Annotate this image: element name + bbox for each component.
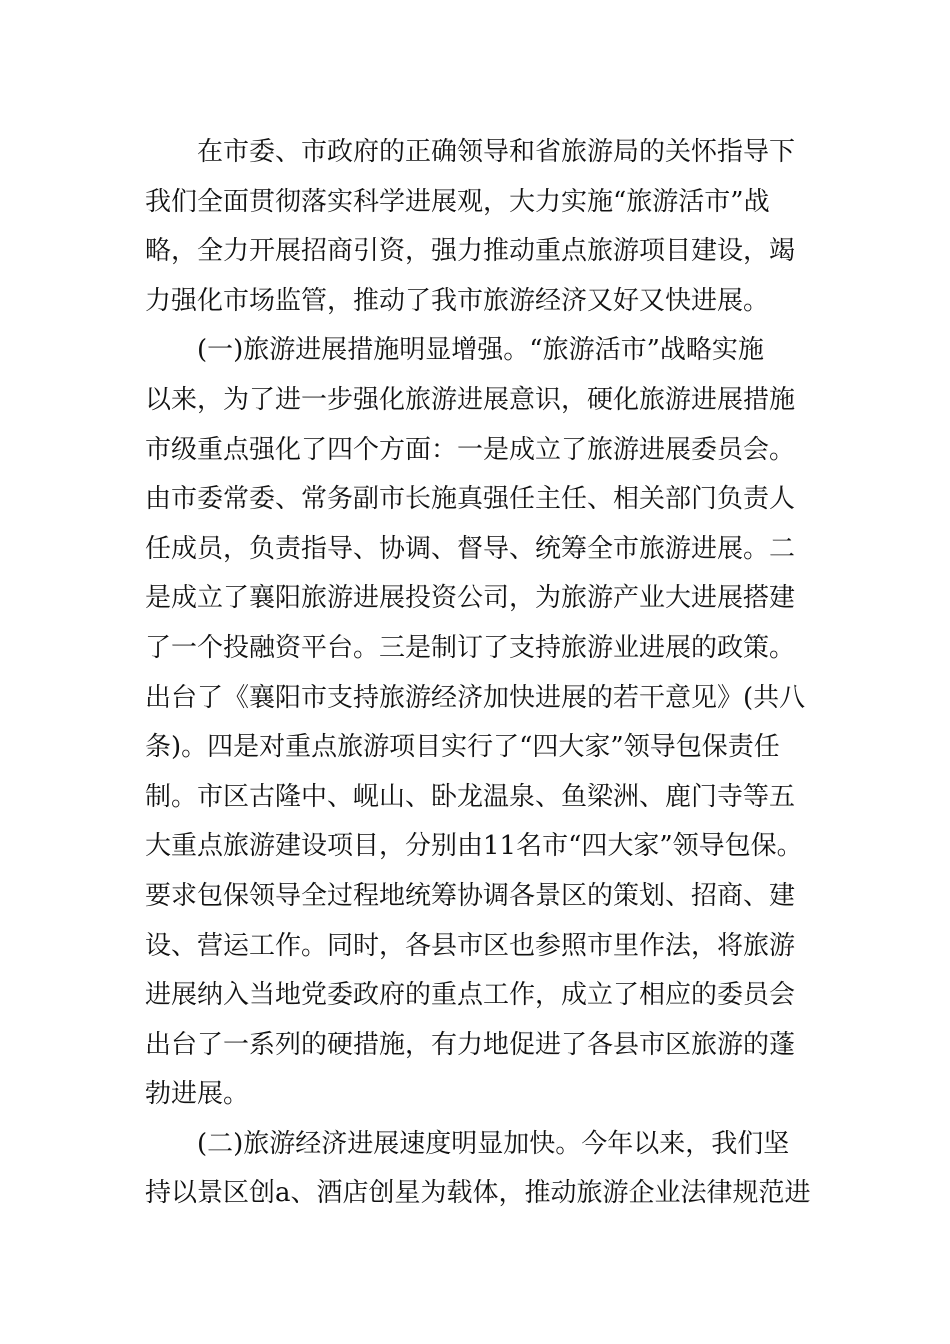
paragraph-2-line-11: 大重点旅游建设项目，分别由11名市“四大家”领导包保。: [145, 831, 803, 862]
paragraph-2-line-1: (一)旅游进展措施明显增强。“旅游活市”战略实施: [197, 335, 764, 366]
paragraph-2-line-3: 市级重点强化了四个方面：一是成立了旅游进展委员会。: [145, 434, 796, 465]
paragraph-1-line-1: 在市委、市政府的正确领导和省旅游局的关怀指导下: [197, 137, 796, 167]
paragraph-2-line-7: 了一个投融资平台。三是制订了支持旅游业进展的政策。: [145, 632, 796, 663]
paragraph-2-line-4: 由市委常委、常务副市长施真强任主任、相关部门负责人: [145, 484, 796, 515]
paragraph-1-line-3: 略，全力开展招商引资，强力推动重点旅游项目建设，竭: [145, 236, 796, 267]
paragraph-3-line-1: (二)旅游经济进展速度明显加快。今年以来，我们坚: [197, 1128, 790, 1159]
paragraph-2-line-10: 制。市区古隆中、岘山、卧龙温泉、鱼梁洲、鹿门寺等五: [145, 781, 796, 812]
paragraph-2-line-16: 勃进展。: [145, 1079, 250, 1110]
paragraph-3-line-2: 持以景区创a、酒店创星为载体，推动旅游企业法律规范进: [145, 1178, 811, 1209]
document-body: [145, 128, 815, 1219]
paragraph-2-line-6: 是成立了襄阳旅游进展投资公司，为旅游产业大进展搭建: [145, 583, 796, 614]
paragraph-1-line-4: 力强化市场监管，推动了我市旅游经济又好又快进展。: [145, 285, 770, 316]
paragraph-2-line-15: 出台了一系列的硬措施，有力地促进了各县市区旅游的蓬: [145, 1029, 796, 1060]
paragraph-1-line-2: 我们全面贯彻落实科学进展观，大力实施“旅游活市”战: [145, 186, 770, 217]
paragraph-2-line-5: 任成员，负责指导、协调、督导、统筹全市旅游进展。二: [145, 533, 796, 564]
paragraph-2-line-9: 条)。四是对重点旅游项目实行了“四大家”领导包保责任: [145, 732, 780, 763]
paragraph-2-line-8: 出台了《襄阳市支持旅游经济加快进展的若干意见》(共八: [145, 682, 806, 713]
paragraph-2-line-12: 要求包保领导全过程地统筹协调各景区的策划、招商、建: [145, 880, 796, 911]
paragraph-2-line-14: 进展纳入当地党委政府的重点工作，成立了相应的委员会: [145, 980, 796, 1011]
paragraph-2-line-13: 设、营运工作。同时，各县市区也参照市里作法，将旅游: [145, 930, 796, 961]
paragraph-2-line-2: 以来，为了进一步强化旅游进展意识，硬化旅游进展措施: [145, 384, 796, 415]
